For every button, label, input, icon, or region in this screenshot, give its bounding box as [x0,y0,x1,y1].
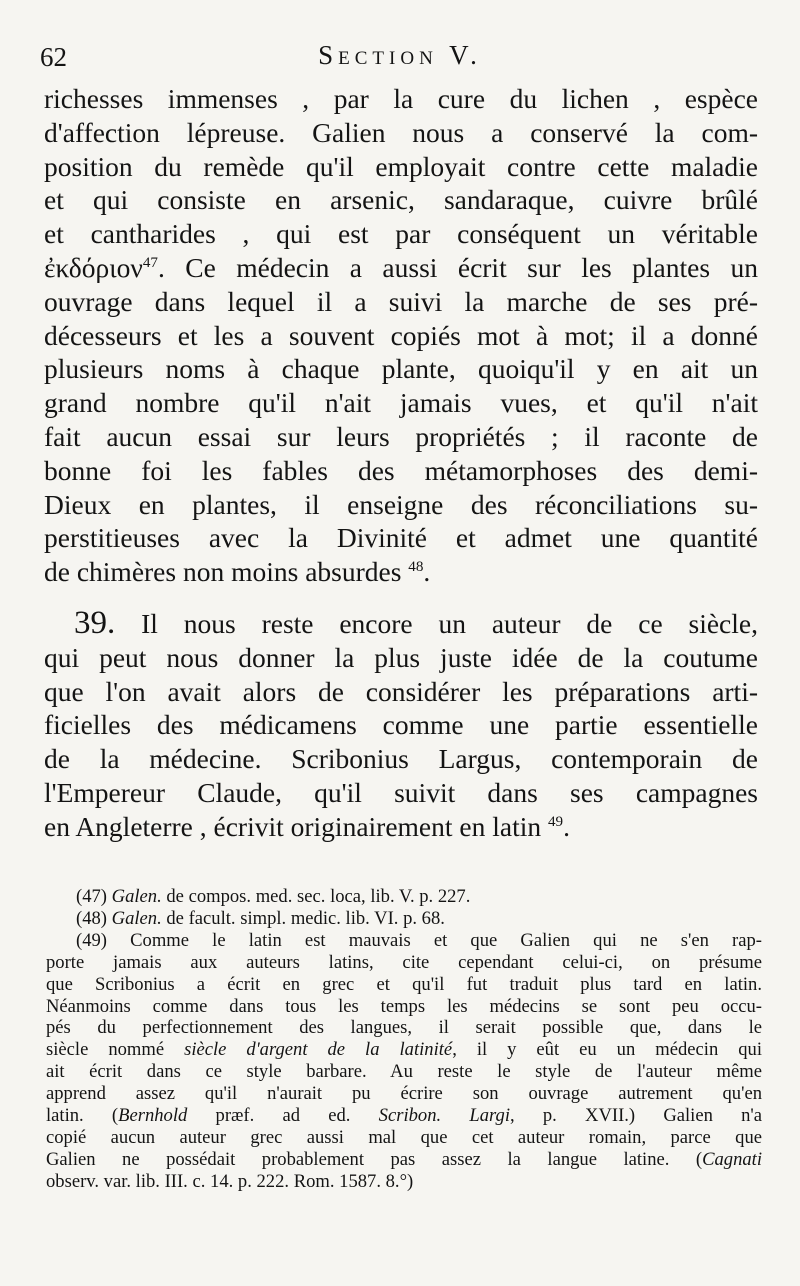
footnote-ref-47: 47 [142,254,158,271]
footnote-49-line: observ. var. lib. III. c. 14. p. 222. Rom. 1587. 8.°) [46,1170,414,1192]
text-segment: . [423,556,431,588]
text-segment: . Ce médecin a aussi écrit sur les plantes un [157,251,758,283]
page-number: 62 [40,42,67,72]
italic-phrase: Bernhold [118,1105,188,1127]
footnote-author: Galen. [111,886,162,907]
text-segment: . [563,810,570,842]
paragraph-number: 39. [74,604,116,641]
text-line: l'Empereur Claude, qu'il suivit dans ses campagnes [44,776,758,808]
text-line: ouvrage dans lequel il a suivi la marche de ses pré- [44,285,758,317]
text-line [44,604,758,641]
text-segment: latin. ( [46,1105,119,1127]
text-line: grand nombre qu'il n'ait jamais vues, et qu'il n'ait [44,387,758,419]
text-line: plusieurs noms à chaque plante, quoiqu'il y en ait un [44,353,758,385]
footnote-49-line: copié aucun auteur grec aussi mal que cet auteur romain, parce que [46,1126,762,1148]
text-line: décesseurs et les a souvent copiés mot à mot; il a donné [44,319,758,351]
text-line: et qui consiste en arsenic, sandaraque, cuivre brûlé [44,184,758,216]
footnote-49-line: apprend assez qu'il n'aurait pu écrire son ouvrage autrement qu'en [46,1083,762,1105]
text-line: perstitieuses avec la Divinité et admet une quantité [44,522,758,554]
footnote-48 [46,908,762,930]
footnote-text: de facult. simpl. medic. lib. VI. p. 68. [161,907,445,929]
footnote-number: (47) [76,886,107,907]
footnote-49-line [46,1149,762,1171]
italic-phrase: Cagnati [702,1148,762,1170]
running-head: Section V. [318,40,482,70]
footnote-47 [46,886,762,908]
footnote-49-line: porte jamais aux auteurs latins, cite cependant celui-ci, on présume [46,951,762,973]
footnote-author: Galen. [111,907,162,929]
main-text [44,82,758,844]
text-line: richesses immenses , par la cure du lichen , espèce [44,83,758,114]
footnote-49-line: (49) Comme le latin est mauvais et que Galien qui ne s'en rap- [76,929,762,951]
text-line: qui peut nous donner la plus juste idée de la coutume [44,641,758,673]
italic-phrase: siècle d'argent de la latinité [184,1039,453,1061]
text-line: que l'on avait alors de considérer les préparations arti- [44,675,758,707]
page-header [40,40,760,80]
text-line [44,555,758,589]
text-segment: en Angleterre , écrivit originairement en latin [44,810,548,842]
text-line: d'affection lépreuse. Galien nous a conservé la com- [44,116,758,148]
text-line: position du remède qu'il employait contre cette maladie [44,150,758,182]
text-line: ficielles des médicamens comme une partie essentielle [44,709,758,741]
text-segment: , il y eût eu un médecin qui [452,1039,762,1061]
text-segment: Galien ne possédait probablement pas assez la langue latine. ( [46,1148,703,1170]
footnote-number: (48) [76,907,107,929]
text-segment: siècle nommé [46,1039,185,1061]
footnote-49-line: Néanmoins comme dans tous les temps les médecins se sont peu occu- [46,995,762,1017]
text-line [44,810,758,844]
text-segment: præf. ad ed. [187,1105,379,1127]
footnote-49-line [46,1105,762,1127]
footnote-49-line: pés du perfectionnement des langues, il serait possible que, dans le [46,1017,762,1039]
text-line [44,251,758,285]
italic-phrase: Scribon. Largi [378,1105,511,1127]
footnote-ref-49: 49 [547,813,564,830]
footnote-ref-48: 48 [408,559,424,575]
footnotes [46,886,762,1193]
text-line: et cantharides , qui est par conséquent un véritable [44,218,758,250]
text-line: de la médecine. Scribonius Largus, contemporain de [44,743,758,775]
text-line: Dieux en plantes, il enseigne des réconciliations su- [44,488,758,520]
footnote-49-line: ait écrit dans ce style barbare. Au reste le style de l'auteur même [46,1061,762,1083]
footnote-49-line [46,1039,762,1061]
greek-word: ἐκδόριον [44,251,143,283]
text-segment: Il nous reste encore un auteur de ce siècle, [115,607,758,639]
text-line: fait aucun essai sur leurs propriétés ; il raconte de [44,420,758,452]
text-line: bonne foi les fables des métamorphoses des demi- [44,454,758,486]
footnote-49-line: que Scribonius a écrit en grec et qu'il fut traduit plus tard en latin. [46,973,762,995]
footnote-text: de compos. med. sec. loca, lib. V. p. 227. [161,886,471,907]
text-segment: de chimères non moins absurdes [44,556,409,588]
text-segment: , p. XVII.) Galien n'a [510,1105,763,1127]
